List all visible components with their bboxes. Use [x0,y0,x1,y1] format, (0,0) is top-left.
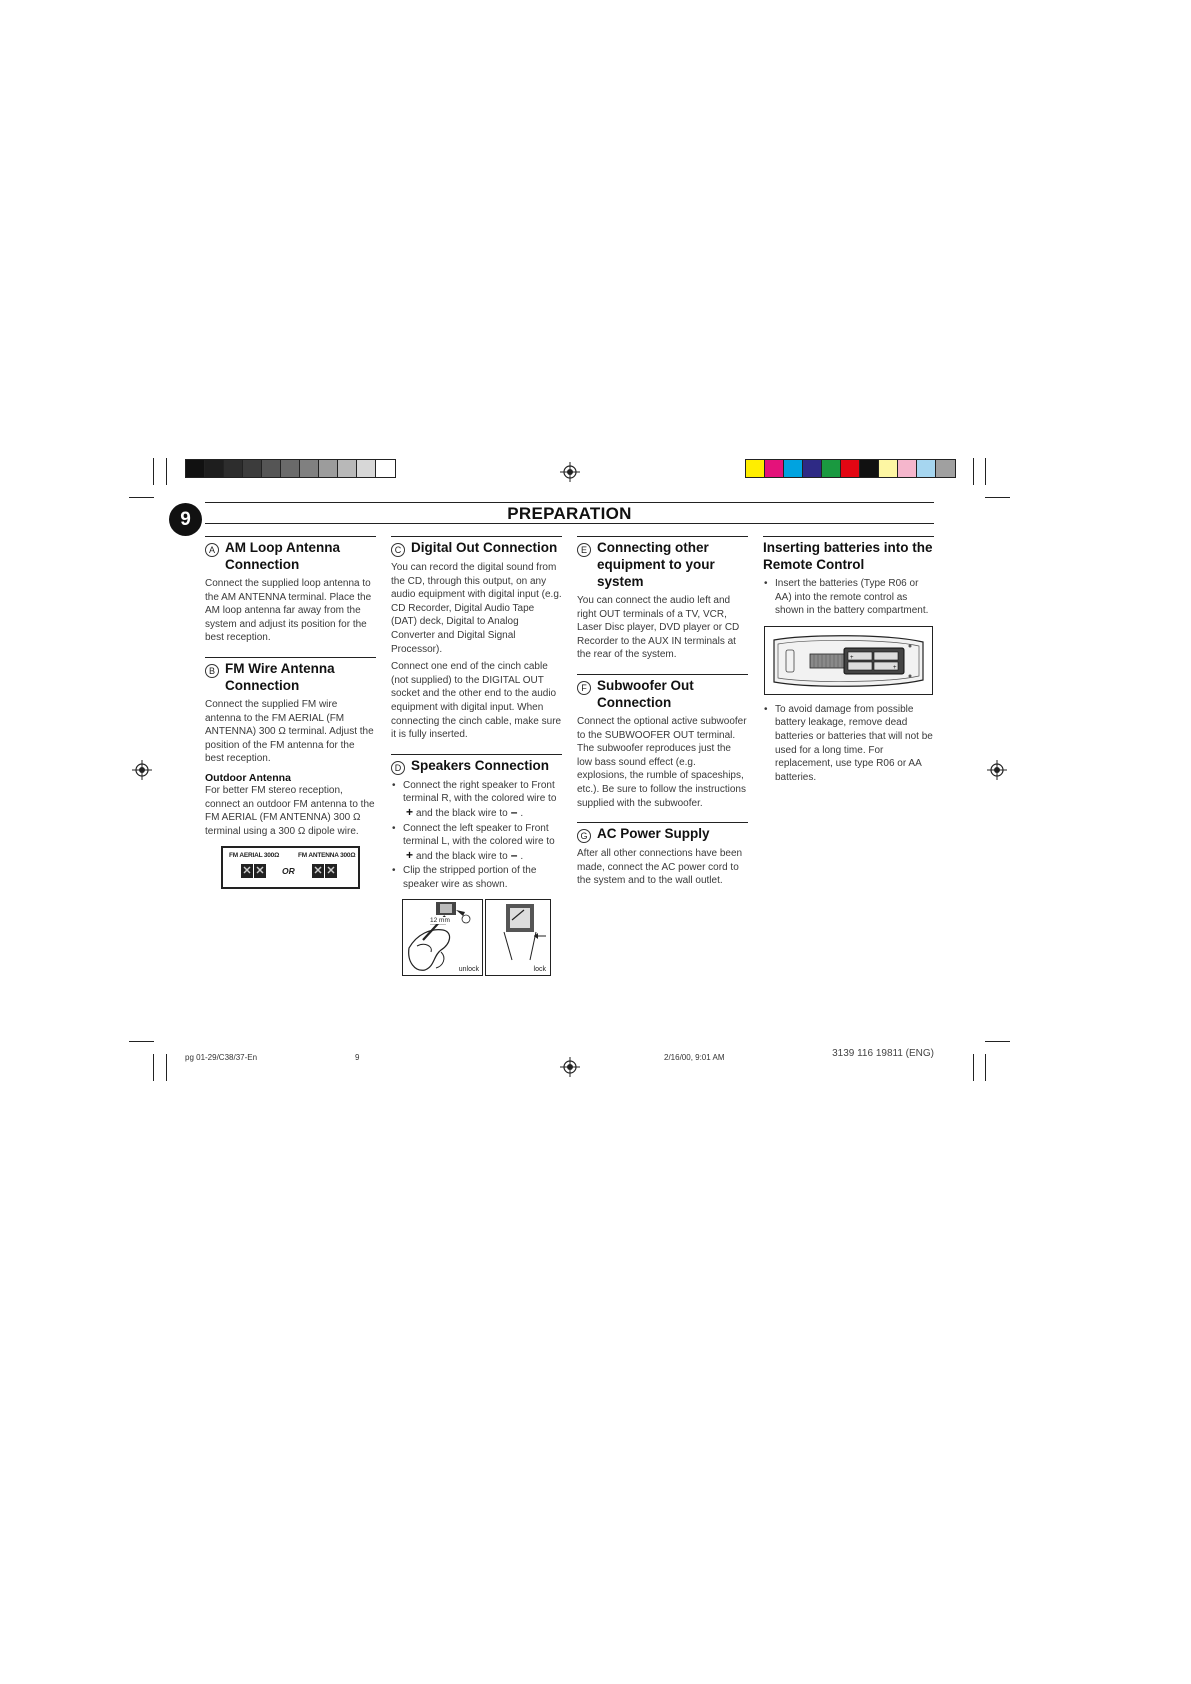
fm-antenna-label: FM ANTENNA 300Ω [298,852,356,860]
section-fm-wire-antenna [205,657,376,889]
section-body: Connect the supplied loop antenna to the AM ANTENNA terminal. Place the AM loop antenna far away from the system and adjust its position for the best reception. [205,578,372,644]
calibration-swatch [917,460,936,477]
list-item: • Insert the batteries (Type R06 or AA) into the remote control as shown in the battery compartment. [763,577,934,618]
section-title: Connecting other equipment to your system [597,540,715,589]
svg-text:+: + [893,664,897,671]
header-bottom-rule [205,523,934,524]
calibration-swatch [765,460,784,477]
calibration-swatch [319,460,338,477]
section-title: Speakers Connection [411,757,550,773]
section-ac-power [577,822,748,888]
column-2 [391,536,562,978]
wire-strip-illustration-icon [403,900,482,975]
list-item: • Clip the stripped portion of the speaker wire as shown. [391,864,562,891]
calibration-swatch [338,460,357,477]
remote-battery-figure [764,626,933,695]
section-title: AC Power Supply [597,826,710,842]
registration-target-icon [560,462,580,482]
calibration-swatch [841,460,860,477]
calibration-swatch [357,460,376,477]
outdoor-antenna-body: For better FM stereo reception, connect an outdoor FM antenna to the FM AERIAL (FM ANTENNA) 300 Ω terminal using a 300 Ω dipole wire. [205,784,375,837]
section-subwoofer-out [577,674,748,810]
section-letter-c: C [391,543,405,557]
unlock-label: unlock [458,966,479,974]
registration-target-icon [560,1057,580,1077]
speaker-wire-figure [402,899,552,978]
speaker-steps-list [391,779,562,892]
registration-target-icon [132,760,152,780]
section-letter-a: A [205,543,219,557]
calibration-swatch [205,460,224,477]
section-digital-out [391,536,562,742]
section-title: Digital Out Connection [411,540,558,555]
terminal-lock-illustration-icon [486,900,550,975]
footer-page-number: 9 [355,1053,360,1062]
registration-target-icon [987,760,1007,780]
color-calibration-strip [745,459,956,478]
outdoor-antenna-heading: Outdoor Antenna [205,771,291,784]
terminal-sockets-icon [223,848,358,888]
footer-document-code: 3139 116 19811 (ENG) [832,1048,934,1059]
section-letter-d: D [391,761,405,775]
footer-file-name: pg 01-29/C38/37-En [185,1053,258,1062]
section-title: FM Wire Antenna Connection [225,660,335,693]
lock-panel [485,899,551,976]
calibration-swatch [376,460,395,477]
remote-control-battery-icon [768,630,929,691]
section-letter-g: G [577,829,591,843]
list-item: • Connect the left speaker to Front terminal L, with the colored wire to + and the black wire to – . [391,822,562,864]
section-letter-f: F [577,681,591,695]
section-body: Connect the optional active subwoofer to the SUBWOOFER OUT terminal. The subwoofer reproduces just the low bass sound effect (e.g. explosions, the rumble of spaceships, etc.). Be sure to follow the instructions supplied with the subwoofer. [577,715,747,809]
section-letter-e: E [577,543,591,557]
battery-warning-list [763,703,934,785]
calibration-swatch [262,460,281,477]
calibration-swatch [784,460,803,477]
section-body: After all other connections have been made, connect the AC power cord to the system and to the wall outlet. [577,848,743,887]
svg-text:+: + [850,654,854,661]
calibration-swatch [300,460,319,477]
footer-date: 2/16/00, 9:01 AM [664,1053,725,1062]
list-item: • To avoid damage from possible battery leakage, remove dead batteries or batteries that will not be used for a long time. For replacement, use type R06 or AA batteries. [763,703,934,785]
column-4 [763,536,934,785]
section-remote-batteries [763,536,934,784]
fm-antenna-terminal-figure [221,846,360,889]
section-other-equipment [577,536,748,662]
calibration-swatch [822,460,841,477]
calibration-swatch [879,460,898,477]
calibration-swatch [186,460,205,477]
section-letter-b: B [205,664,219,678]
page-title: PREPARATION [507,504,632,523]
calibration-swatch [860,460,879,477]
column-3 [577,536,748,892]
section-body: Connect the supplied FM wire antenna to the FM AERIAL (FM ANTENNA) 300 Ω terminal. Adjust the position of the FM antenna for the best reception. [205,698,374,765]
battery-steps-list [763,577,934,618]
lock-label: lock [533,966,546,974]
header-top-rule [205,502,934,503]
strip-length-label: 12 mm [430,917,450,925]
section-body: You can record the digital sound from the CD, through this output, on any audio equipment with digital input (e.g. CD Recorder, Digital Audio Tape (DAT) deck, Digital to Analog Converter and Digital Signal Processor). Connect one end of the cinch cable (not supplied) to the DIGITAL OUT socket and the other end to the audio equipment with digital input. When connecting the cinch cable, make sure it is fully inserted. [391,562,562,741]
section-title: Inserting batteries into the Remote Control [763,540,933,572]
section-body: You can connect the audio left and right OUT terminals of a TV, VCR, Laser Disc player, DVD player or CD Recorder to the AUX IN terminals at the rear of the system. [577,595,740,661]
calibration-swatch [898,460,917,477]
calibration-swatch [243,460,262,477]
calibration-swatch [224,460,243,477]
section-speakers [391,754,562,979]
section-am-loop-antenna [205,536,376,645]
fm-aerial-label: FM AERIAL 300Ω [229,852,280,860]
calibration-swatch [803,460,822,477]
section-title: Subwoofer Out Connection [597,677,694,710]
calibration-swatch [281,460,300,477]
grey-calibration-strip [185,459,396,478]
calibration-swatch [936,460,955,477]
unlock-panel [402,899,483,976]
page-number-badge: 9 [169,503,202,536]
column-1 [205,536,376,889]
or-label: OR [282,866,295,877]
section-title: AM Loop Antenna Connection [225,540,340,572]
list-item: • Connect the right speaker to Front terminal R, with the colored wire to + and the black wire to – . [391,779,562,821]
calibration-swatch [746,460,765,477]
